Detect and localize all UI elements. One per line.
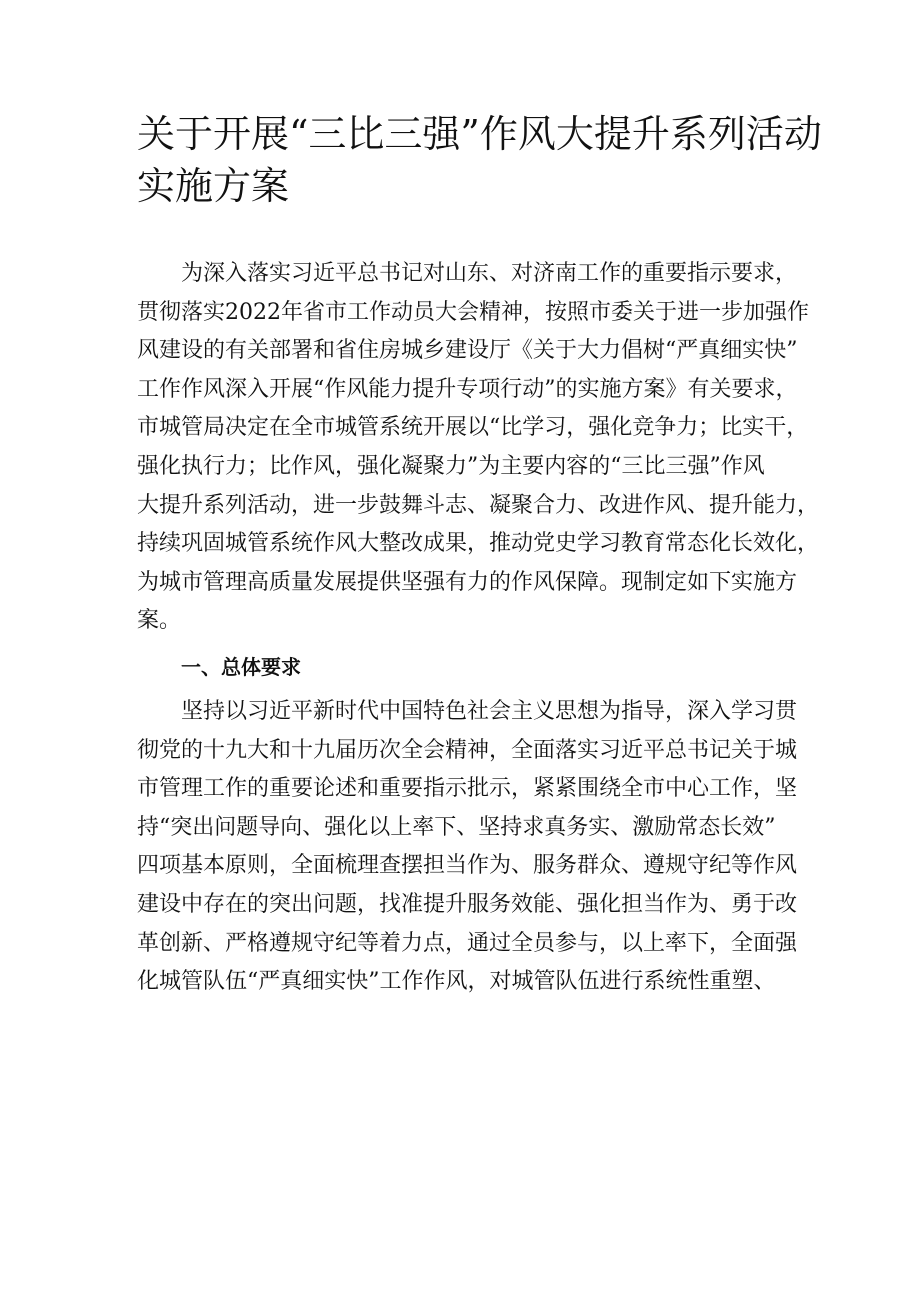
text-line: 大提升系列活动，进一步鼓舞斗志、凝聚合力、改进作风、提升能力，: [137, 492, 820, 518]
section-heading: 一、总体要求: [181, 654, 301, 679]
text-line: 工作作风深入开展“作风能力提升专项行动”的实施方案》有关要求，: [137, 376, 798, 402]
text-line: 为城市管理高质量发展提供坚强有力的作风保障。现制定如下实施方: [137, 569, 798, 595]
intro-paragraph: [137, 255, 820, 641]
text-line: 风建设的有关部署和省住房城乡建设厅《关于大力倡树“严真细实快”: [137, 338, 798, 364]
text-line: 案。: [137, 608, 182, 634]
text-line: 市管理工作的重要论述和重要指示批示，紧紧围绕全市中心工作，坚: [137, 776, 798, 802]
title-line-2: 实施方案: [137, 164, 290, 208]
document-body: [137, 255, 820, 1002]
text-line: 坚持以习近平新时代中国特色社会主义思想为指导，深入学习贯: [181, 698, 798, 724]
text-line: 强化执行力；比作风，强化凝聚力”为主要内容的“三比三强”作风: [137, 453, 765, 479]
section-paragraph: [137, 693, 817, 1002]
text-line: 四项基本原则，全面梳理查摆担当作为、服务群众、遵规守纪等作风: [137, 853, 798, 879]
text-line: 为深入落实习近平总书记对山东、对济南工作的重要指示要求，: [181, 261, 798, 286]
text-line: 持“突出问题导向、强化以上率下、坚持求真务实、激励常态长效”: [137, 814, 776, 840]
title-line-1: 关于开展“三比三强”作风大提升系列活动: [137, 112, 822, 156]
text-line: 革创新、严格遵规守纪等着力点，通过全员参与，以上率下，全面强: [137, 930, 798, 956]
text-line: 贯彻落实2022年省市工作动员大会精神，按照市委关于进一步加强作: [137, 299, 809, 325]
document-title: [137, 108, 837, 212]
text-line: 化城管队伍“严真细实快”工作作风，对城管队伍进行系统性重塑、: [137, 969, 776, 995]
text-line: 建设中存在的突出问题，找准提升服务效能、强化担当作为、勇于改: [137, 891, 798, 917]
text-line: 市城管局决定在全市城管系统开展以“比学习，强化竞争力；比实干，: [137, 415, 809, 441]
text-line: 彻党的十九大和十九届历次全会精神，全面落实习近平总书记关于城: [137, 737, 798, 763]
text-line: 持续巩固城管系统作风大整改成果，推动党史学习教育常态化长效化，: [137, 531, 820, 557]
